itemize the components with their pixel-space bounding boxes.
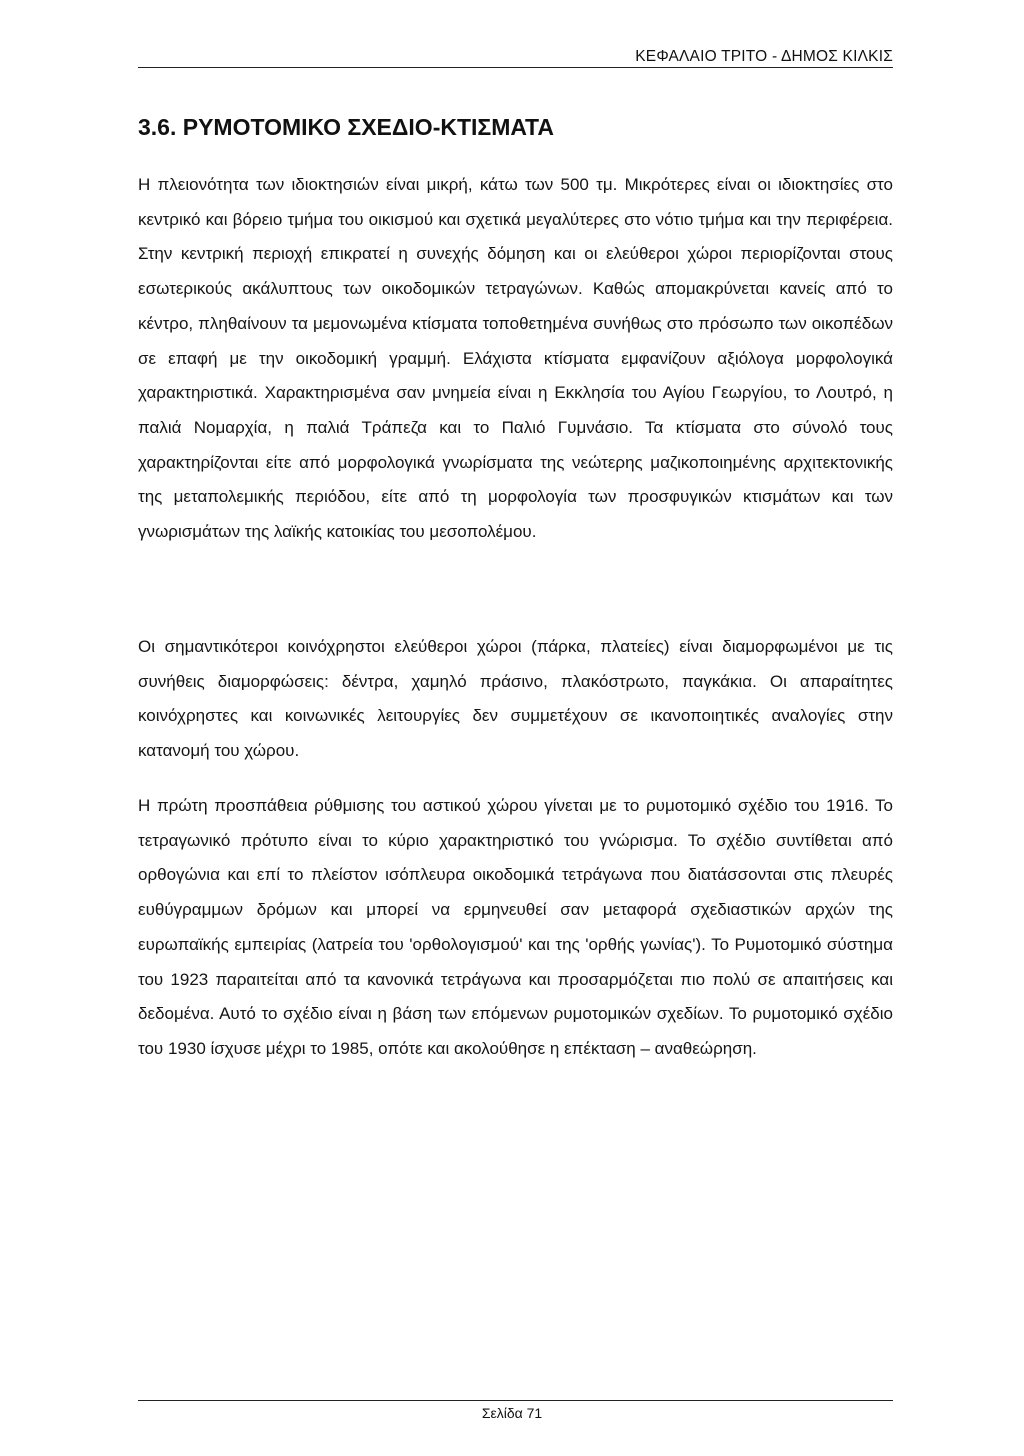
running-header bbox=[138, 46, 893, 68]
page-number: Σελίδα 71 bbox=[481, 1405, 543, 1421]
paragraph-property-sizes: Η πλειονότητα των ιδιοκτησιών είναι μικρή, κάτω των 500 τμ. Μικρότερες είναι οι ιδιοκτησίες στο κεντρικό και βόρειο τμήμα του οικισμού και σχετικά μεγαλύτερες στο νότιο τμήμα και την περιφέρεια. Στην κεντρική περιοχή επικρατεί η συνεχής δόμηση και οι ελεύθεροι χώροι περιορίζονται στους εσωτερικούς ακάλυπτους των οικοδομικών τετραγώνων. Καθώς απομακρύνεται κανείς από το κέντρο, πληθαίνουν τα μεμονωμένα κτίσματα τοποθετημένα συνήθως στο πρόσωπο των οικοπέδων σε επαφή με την οικοδομική γραμμή. Ελάχιστα κτίσματα εμφανίζουν αξιόλογα μορφολογικά χαρακτηριστικά. Χαρακτηρισμένα σαν μνημεία είναι η Εκκλησία του Αγίου Γεωργίου, το Λουτρό, η παλιά Νομαρχία, η παλιά Τράπεζα και το Παλιό Γυμνάσιο. Τα κτίσματα στο σύνολό τους χαρακτηρίζονται είτε από μορφολογικά γνωρίσματα της νεώτερης μαζικοποιημένης αρχιτεκτονικής της μεταπολεμικής περιόδου, είτε από τη μορφολογία των προσφυγικών κτισμάτων και των γνωρισμάτων της λαϊκής κατοικίας του μεσοπολέμου. bbox=[138, 175, 893, 542]
section-title: 3.6. ΡΥΜΟΤΟΜΙΚΟ ΣΧΕΔΙΟ-ΚΤΙΣΜΑΤΑ bbox=[138, 114, 555, 140]
footer-rule bbox=[138, 1400, 893, 1401]
paragraph-public-spaces: Οι σημαντικότεροι κοινόχρηστοι ελεύθεροι χώροι (πάρκα, πλατείες) είναι διαμορφωμένοι με τις συνήθεις διαμορφώσεις: δέντρα, χαμηλό πράσινο, πλακόστρωτο, παγκάκια. Οι απαραίτητες κοινόχρηστες και κοινωνικές λειτουργίες δεν συμμετέχουν σε ικανοποιητικές αναλογίες στην κατανομή του χώρου. bbox=[138, 637, 893, 761]
running-header-title: ΚΕΦΑΛΑΙΟ ΤΡΙΤΟ - ΔΗΜΟΣ ΚΙΛΚΙΣ bbox=[635, 48, 893, 65]
header-rule bbox=[138, 67, 893, 68]
paragraph-town-plan-history: Η πρώτη προσπάθεια ρύθμισης του αστικού χώρου γίνεται με το ρυμοτομικό σχέδιο του 1916. Το τετραγωνικό πρότυπο είναι το κύριο χαρακτηριστικό του γνώρισμα. Το σχέδιο συντίθεται από ορθογώνια και επί το πλείστον ισόπλευρα οικοδομικά τετράγωνα που διατάσσονται στις πλευρές ευθύγραμμων δρόμων και μπορεί να ερμηνευθεί σαν μεταφορά σχεδιαστικών αρχών της ευρωπαϊκής εμπειρίας (λατρεία του 'ορθολογισμού' και της 'ορθής γωνίας'). Το Ρυμοτομικό σύστημα του 1923 παραιτείται από τα κανονικά τετράγωνα και προσαρμόζεται πιο πολύ σε απαιτήσεις και δεδομένα. Αυτό το σχέδιο είναι η βάση των επόμενων ρυμοτομικών σχεδίων. Το ρυμοτομικό σχέδιο του 1930 ίσχυσε μέχρι το 1985, οπότε και ακολούθησε η επέκταση – αναθεώρηση. bbox=[138, 796, 893, 1058]
